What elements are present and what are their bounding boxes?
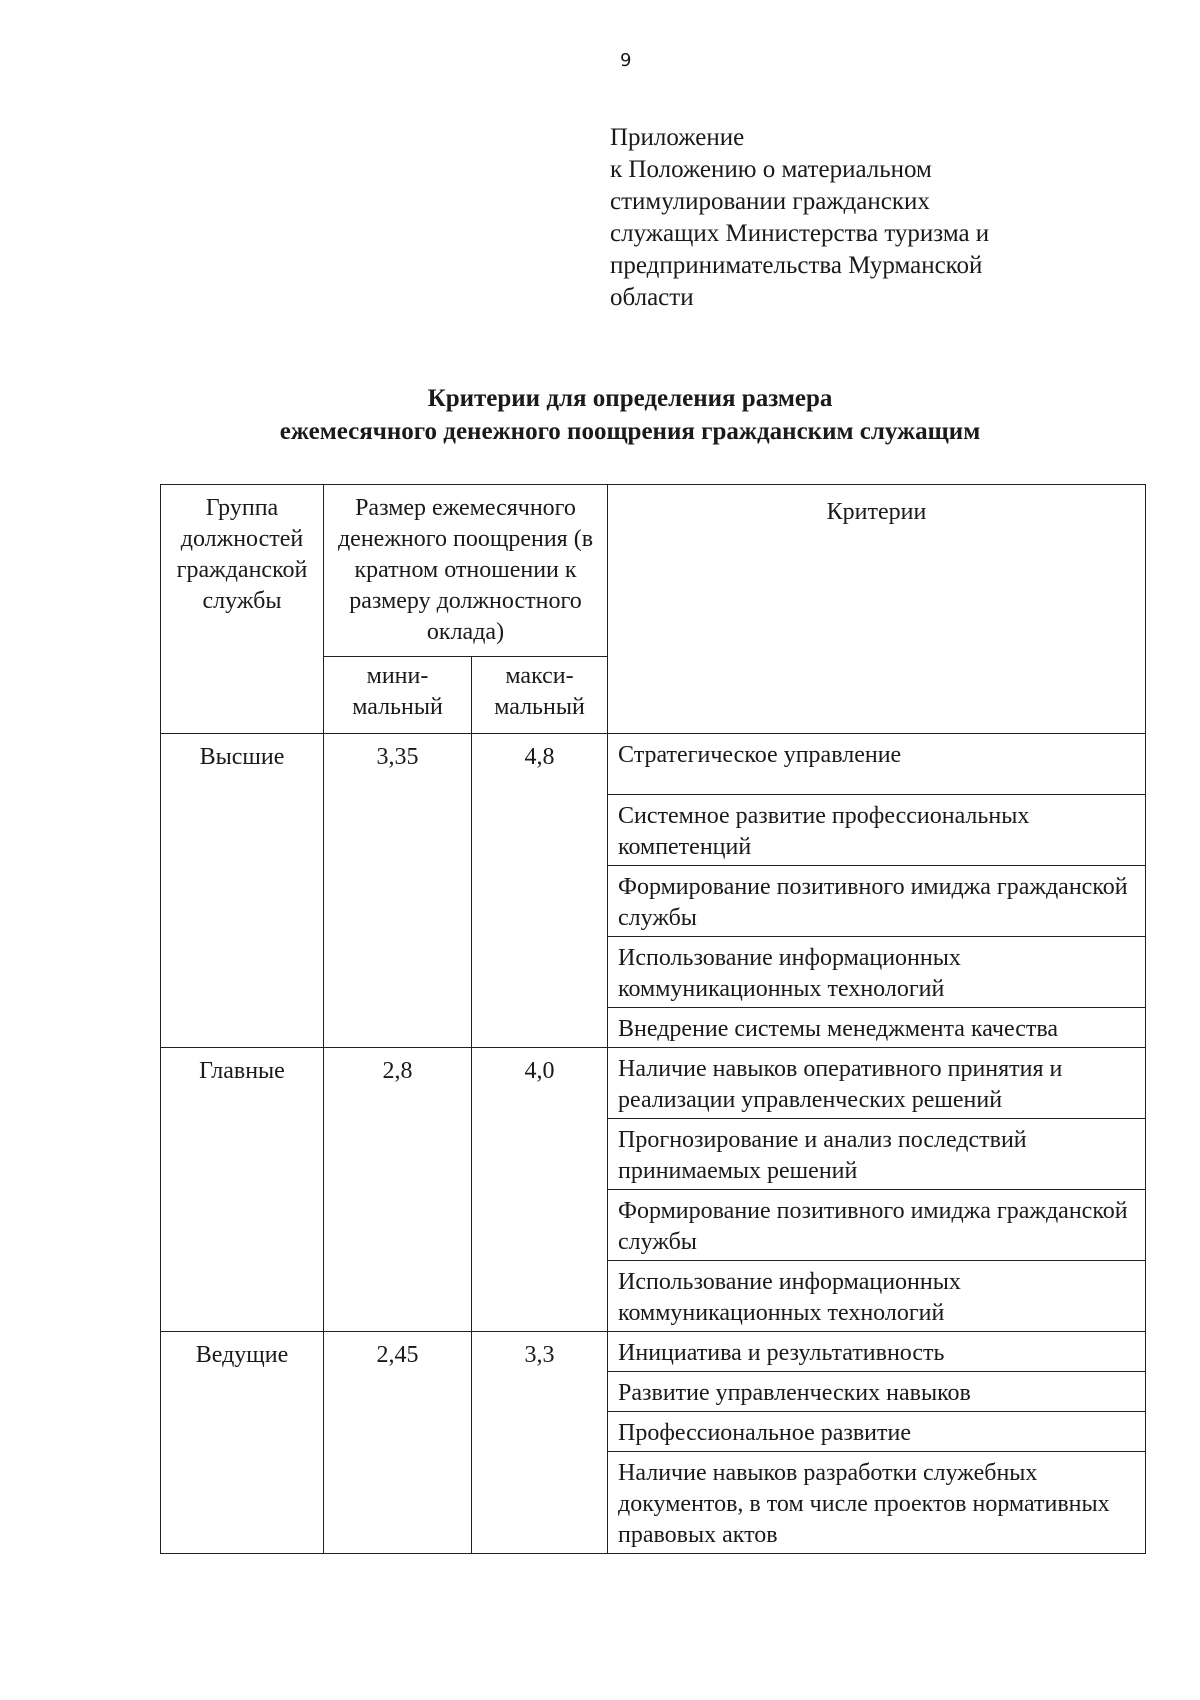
criteria-cell: Развитие управленческих навыков <box>608 1372 1146 1412</box>
group-name: Ведущие <box>161 1332 324 1554</box>
criteria-cell: Наличие навыков оперативного принятия и реализации управленческих решений <box>608 1048 1146 1119</box>
document-title-line-1: Критерии для определения размера <box>427 385 833 412</box>
appendix-line: к Положению о материальном <box>610 156 932 183</box>
criteria-cell: Использование информационных коммуникационных технологий <box>608 1261 1146 1332</box>
header-size: Размер ежемесячного денежного поощрения (в кратном отношении к размеру должностного оклада) <box>324 485 608 657</box>
criteria-cell: Прогнозирование и анализ последствий принимаемых решений <box>608 1119 1146 1190</box>
criteria-table <box>160 484 1146 1554</box>
header-criteria: Критерии <box>608 485 1146 734</box>
group-max: 4,0 <box>472 1048 608 1332</box>
table-row <box>161 734 1146 795</box>
table-header-row <box>161 485 1146 657</box>
group-min: 3,35 <box>324 734 472 1048</box>
criteria-cell: Наличие навыков разработки служебных документов, в том числе проектов нормативных правовых актов <box>608 1452 1146 1554</box>
group-max: 3,3 <box>472 1332 608 1554</box>
group-name: Главные <box>161 1048 324 1332</box>
document-title-line-2: ежемесячного денежного поощрения гражданским служащим <box>279 418 981 445</box>
criteria-cell: Инициатива и результативность <box>608 1332 1146 1372</box>
header-max: макси-мальный <box>472 657 608 734</box>
group-min: 2,8 <box>324 1048 472 1332</box>
criteria-cell: Системное развитие профессиональных компетенций <box>608 795 1146 866</box>
table-row <box>161 1048 1146 1119</box>
criteria-cell: Использование информационных коммуникационных технологий <box>608 937 1146 1008</box>
criteria-cell: Формирование позитивного имиджа гражданской службы <box>608 1190 1146 1261</box>
group-name: Высшие <box>161 734 324 1048</box>
criteria-cell: Внедрение системы менеджмента качества <box>608 1008 1146 1048</box>
appendix-line: Приложение <box>610 124 745 151</box>
appendix-line: области <box>610 284 694 311</box>
criteria-cell: Формирование позитивного имиджа гражданской службы <box>608 866 1146 937</box>
group-max: 4,8 <box>472 734 608 1048</box>
header-group: Группа должностей гражданской службы <box>161 485 324 734</box>
header-min: мини-мальный <box>324 657 472 734</box>
appendix-note <box>610 122 1080 314</box>
group-min: 2,45 <box>324 1332 472 1554</box>
appendix-line: предпринимательства Мурманской <box>610 252 983 279</box>
criteria-cell: Профессиональное развитие <box>608 1412 1146 1452</box>
appendix-line: служащих Министерства туризма и <box>610 220 990 247</box>
appendix-line: стимулировании гражданских <box>610 188 930 215</box>
table-row <box>161 1332 1146 1372</box>
document-title <box>140 382 1120 448</box>
criteria-cell: Стратегическое управление <box>608 734 1146 795</box>
page-number: 9 <box>620 50 632 71</box>
